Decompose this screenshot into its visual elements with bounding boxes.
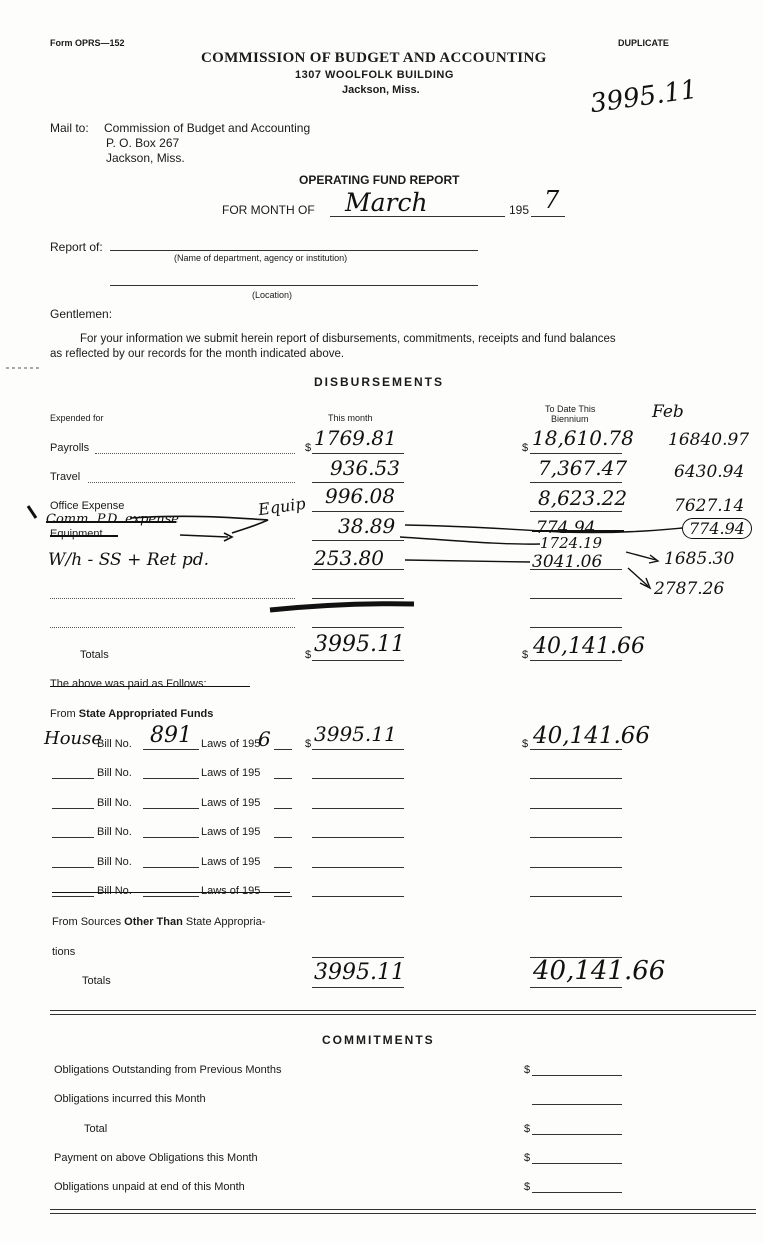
equip-todate: 1724.19 (540, 534, 603, 552)
paid-totals-label: Totals (82, 975, 111, 987)
intro-line2: as reflected by our records for the month indicated above. (50, 348, 345, 360)
paid-heading: The above was paid as Follows: (50, 678, 207, 690)
col-to-date-1: To Date This (545, 404, 596, 414)
col-expended-for: Expended for (50, 413, 104, 423)
bill-todate: 40,141.66 (533, 723, 651, 749)
other-sources: From Sources Other Than State Appropria- (52, 916, 266, 928)
laws-label: Laws of 195 (201, 738, 261, 750)
comm-month: 38.89 (338, 514, 396, 538)
org-title: COMMISSION OF BUDGET AND ACCOUNTING (201, 50, 547, 66)
bill-no-value: 891 (150, 723, 192, 748)
travel-todate: 7,367.47 (538, 456, 628, 480)
disbursements-heading: DISBURSEMENTS (314, 375, 445, 389)
org-building: 1307 WOOLFOLK BUILDING (295, 69, 454, 81)
wh-feb: 2787.26 (654, 579, 725, 599)
office-todate: 8,623.22 (538, 486, 628, 510)
disb-totals-todate: 40,141.66 (533, 634, 645, 659)
location-caption: (Location) (252, 290, 293, 300)
commit-row-total: Total (84, 1123, 108, 1135)
mail-to-line2: P. O. Box 267 (106, 136, 180, 150)
form-number: Form OPRS—152 (50, 38, 125, 48)
col-this-month: This month (328, 413, 373, 423)
commitments-heading: COMMITMENTS (322, 1033, 435, 1047)
report-title: OPERATING FUND REPORT (299, 173, 460, 187)
name-caption: (Name of department, agency or institution) (174, 253, 348, 263)
mail-to-line3: Jackson, Miss. (106, 151, 185, 165)
salutation: Gentlemen: (50, 307, 113, 321)
office-label: Office Expense (50, 500, 125, 512)
house-hand: House (44, 728, 103, 749)
commit-row-incurred: Obligations incurred this Month (54, 1093, 206, 1105)
from-state-funds: From State Appropriated Funds (50, 708, 214, 720)
disb-totals-month: 3995.11 (314, 632, 405, 657)
intro-line1: For your information we submit herein report of disbursements, commitments, receipts and fund balances (80, 333, 616, 345)
mail-to-label: Mail to: (50, 121, 89, 135)
commit-row-previous: Obligations Outstanding from Previous Months (54, 1064, 282, 1076)
payrolls-todate: 18,610.78 (532, 426, 634, 450)
paid-totals-month: 3995.11 (314, 960, 405, 985)
year-suffix: 7 (544, 186, 560, 214)
comm-todate-circled: 774.94 (682, 518, 752, 539)
office-feb: 7627.14 (674, 496, 745, 516)
col-to-date-2: Biennium (551, 414, 589, 424)
disb-totals-label: Totals (80, 649, 109, 661)
month-value: March (345, 188, 428, 217)
laws-year: 6 (258, 727, 271, 751)
paid-totals-todate: 40,141.66 (533, 956, 666, 986)
equip-feb: 1685.30 (664, 549, 735, 569)
bill-month: 3995.11 (314, 722, 397, 746)
travel-month: 936.53 (330, 456, 400, 480)
other-sources-line2: tions (52, 946, 76, 958)
handwritten-total: 3995.11 (588, 74, 700, 120)
travel-feb: 6430.94 (674, 462, 745, 482)
mail-to-line1: Commission of Budget and Accounting (104, 121, 311, 135)
travel-label: Travel (50, 471, 81, 483)
payrolls-feb: 16840.97 (668, 430, 750, 450)
payrolls-month: 1769.81 (314, 426, 397, 450)
payrolls-label: Payrolls (50, 442, 90, 454)
office-month: 996.08 (325, 484, 395, 508)
wh-month: 253.80 (314, 546, 384, 570)
equipment-label: Equipment (50, 528, 103, 540)
wh-label: W/h - SS + Ret pd. (48, 550, 210, 570)
comm-todate-struck: 774.94 (536, 518, 596, 538)
wh-todate: 3041.06 (532, 552, 603, 572)
duplicate-label: DUPLICATE (618, 38, 669, 48)
year-prefix: 195 (509, 203, 530, 217)
col-feb: Feb (652, 402, 684, 422)
report-of-label: Report of: (50, 240, 103, 254)
office-hand-note: Equip (256, 493, 307, 520)
month-label: FOR MONTH OF (222, 203, 315, 217)
commit-row-unpaid: Obligations unpaid at end of this Month (54, 1181, 245, 1193)
commit-row-payment: Payment on above Obligations this Month (54, 1152, 258, 1164)
org-city: Jackson, Miss. (342, 84, 420, 96)
comm-expense-label: Comm. P.D. expense (46, 512, 179, 527)
bill-no-label: Bill No. (97, 738, 132, 750)
